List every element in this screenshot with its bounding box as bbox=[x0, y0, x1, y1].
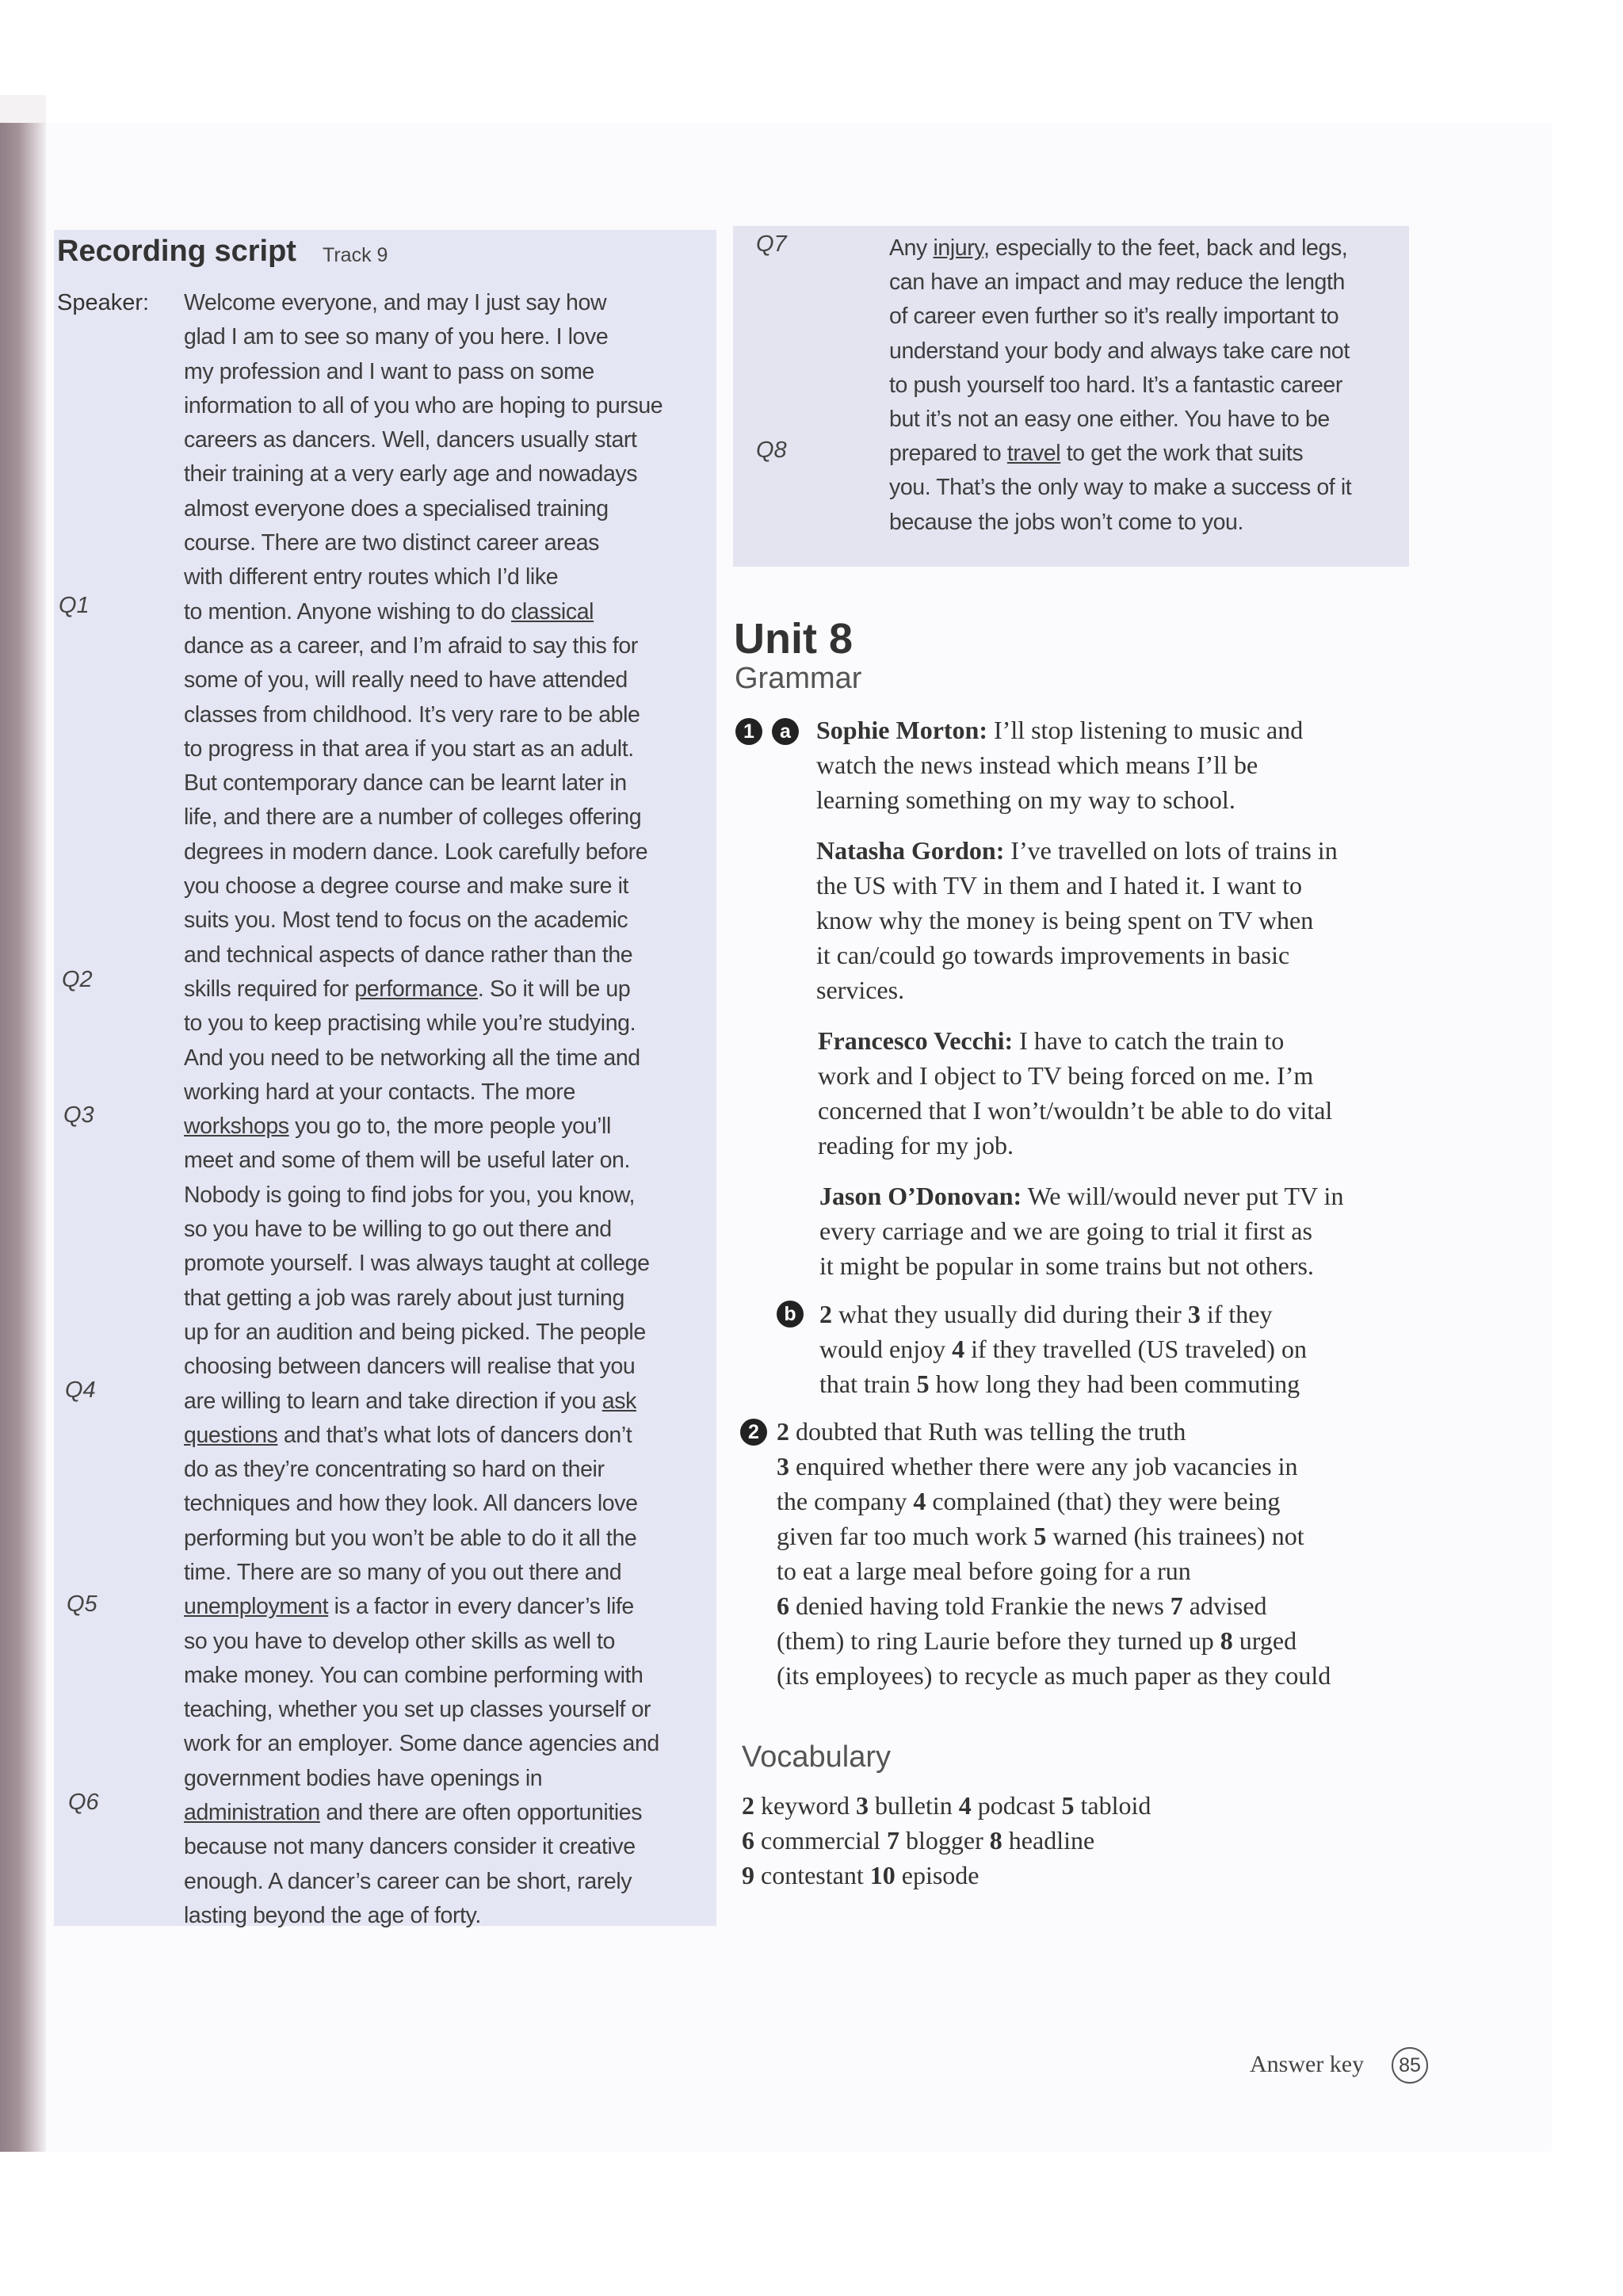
question-label-q6: Q6 bbox=[68, 1790, 99, 1815]
text-line: would enjoy 4 if they travelled (US traveled) on bbox=[819, 1335, 1307, 1363]
track-label: Track 9 bbox=[323, 244, 388, 266]
recording-script-text bbox=[184, 286, 707, 1933]
text-line: choosing between dancers will realise that you bbox=[184, 1354, 636, 1380]
text-line: techniques and how they look. All dancers love bbox=[184, 1491, 638, 1517]
text-line: almost everyone does a specialised training bbox=[184, 495, 609, 521]
recording-script-title: Recording script bbox=[57, 235, 296, 268]
text-line: Francesco Vecchi: I have to catch the train to bbox=[818, 1026, 1285, 1055]
text-line: But contemporary dance can be learnt later in bbox=[184, 770, 627, 797]
text-line: 2 doubted that Ruth was telling the truth bbox=[777, 1417, 1186, 1446]
question-label-q7: Q7 bbox=[756, 231, 787, 257]
text-line: (its employees) to recycle as much paper as they could bbox=[777, 1661, 1331, 1690]
exercise-1a-badge: a bbox=[772, 718, 799, 745]
question-label-q1: Q1 bbox=[59, 593, 90, 618]
text-line: to eat a large meal before going for a run bbox=[777, 1557, 1191, 1585]
text-line: 2 what they usually did during their 3 if they bbox=[819, 1300, 1273, 1328]
unit-title: Unit 8 bbox=[734, 615, 854, 663]
answer-jason-odonovan bbox=[819, 1179, 1343, 1283]
question-label-q5: Q5 bbox=[67, 1591, 97, 1617]
text-line: workshops you go to, the more people you’ll bbox=[184, 1114, 611, 1140]
text-line: 9 contestant 10 episode bbox=[742, 1861, 980, 1889]
text-line: Any injury, especially to the feet, back and legs, bbox=[889, 235, 1348, 261]
text-line: work and I object to TV being forced on me. I’m bbox=[818, 1061, 1314, 1090]
speaker-label: Speaker: bbox=[57, 290, 150, 315]
text-line: the company 4 complained (that) they were being bbox=[777, 1487, 1281, 1515]
question-label-q4: Q4 bbox=[65, 1377, 96, 1403]
text-line: 6 denied having told Frankie the news 7 advised bbox=[777, 1591, 1267, 1620]
text-line: every carriage and we are going to trial it first as bbox=[819, 1217, 1312, 1245]
text-line: watch the news instead which means I’ll be bbox=[816, 751, 1258, 779]
text-line: can have an impact and may reduce the length bbox=[889, 269, 1345, 296]
text-line: 3 enquired whether there were any job vacancies in bbox=[777, 1452, 1298, 1480]
text-line: you. That’s the only way to make a success of it bbox=[889, 475, 1352, 501]
text-line: of career even further so it’s really important to bbox=[889, 304, 1339, 330]
text-line: services. bbox=[816, 976, 905, 1004]
exercise-1-badge: 1 bbox=[735, 718, 762, 745]
book-spine-shadow bbox=[0, 123, 46, 2152]
text-line: course. There are two distinct career areas bbox=[184, 530, 600, 556]
exercise-2-answers bbox=[777, 1414, 1331, 1693]
text-line: Natasha Gordon: I’ve travelled on lots of trains in bbox=[816, 836, 1338, 865]
text-line: reading for my job. bbox=[818, 1131, 1014, 1159]
text-line: understand your body and always take care not bbox=[889, 338, 1350, 364]
exercise-2-badge: 2 bbox=[740, 1419, 767, 1446]
text-line: government bodies have openings in bbox=[184, 1765, 543, 1791]
text-line: meet and some of them will be useful later on. bbox=[184, 1148, 630, 1174]
vocabulary-heading: Vocabulary bbox=[742, 1740, 892, 1774]
text-line: up for an audition and being picked. The people bbox=[184, 1319, 646, 1345]
text-line: because not many dancers consider it creative bbox=[184, 1834, 636, 1860]
text-line: are willing to learn and take direction if you ask bbox=[184, 1388, 636, 1414]
text-line: 6 commercial 7 blogger 8 headline bbox=[742, 1826, 1095, 1855]
grammar-heading: Grammar bbox=[735, 662, 862, 695]
text-line: but it’s not an easy one either. You have to be bbox=[889, 406, 1330, 432]
text-line: Welcome everyone, and may I just say how bbox=[184, 290, 607, 315]
text-line: life, and there are a number of colleges offering bbox=[184, 804, 642, 831]
question-label-q8: Q8 bbox=[756, 437, 787, 463]
text-line: some of you, will really need to have attended bbox=[184, 667, 628, 693]
text-line: enough. A dancer’s career can be short, rarely bbox=[184, 1868, 632, 1894]
text-line: you choose a degree course and make sure it bbox=[184, 873, 629, 900]
text-line: glad I am to see so many of you here. I love bbox=[184, 324, 609, 350]
text-line: to you to keep practising while you’re studying. bbox=[184, 1010, 636, 1037]
text-line: learning something on my way to school. bbox=[816, 785, 1235, 814]
text-line: working hard at your contacts. The more bbox=[184, 1079, 575, 1105]
page-top-edge bbox=[0, 95, 46, 127]
text-line: prepared to travel to get the work that suits bbox=[889, 441, 1304, 467]
text-line: with different entry routes which I’d like bbox=[184, 564, 559, 590]
answer-key-label: Answer key bbox=[1250, 2051, 1365, 2077]
text-line: lasting beyond the age of forty. bbox=[184, 1902, 481, 1928]
text-line: to progress in that area if you start as an adult. bbox=[184, 735, 634, 762]
text-line: performing but you won’t be able to do it all the bbox=[184, 1525, 637, 1551]
text-line: degrees in modern dance. Look carefully before bbox=[184, 839, 648, 865]
answer-sophie-morton bbox=[816, 712, 1303, 817]
text-line: (them) to ring Laurie before they turned up 8 urged bbox=[777, 1626, 1297, 1655]
text-line: the US with TV in them and I hated it. I want to bbox=[816, 871, 1302, 900]
text-line: to mention. Anyone wishing to do classical bbox=[184, 598, 594, 625]
answer-francesco-vecchi bbox=[818, 1023, 1332, 1163]
exercise-1b-answers bbox=[819, 1297, 1307, 1401]
page-number: 85 bbox=[1392, 2047, 1428, 2084]
text-line: questions and that’s what lots of dancers don’t bbox=[184, 1422, 632, 1448]
text-line: that train 5 how long they had been commuting bbox=[819, 1370, 1300, 1398]
question-label-q3: Q3 bbox=[63, 1102, 94, 1128]
text-line: so you have to be willing to go out there and bbox=[184, 1217, 612, 1243]
text-line: dance as a career, and I’m afraid to say this for bbox=[184, 632, 638, 659]
text-line: suits you. Most tend to focus on the academic bbox=[184, 907, 628, 934]
exercise-1b-badge: b bbox=[777, 1301, 804, 1328]
text-line: And you need to be networking all the time and bbox=[184, 1045, 640, 1071]
text-line: classes from childhood. It’s very rare to be able bbox=[184, 701, 640, 728]
text-line: administration and there are often opportunities bbox=[184, 1800, 643, 1826]
vocabulary-answers bbox=[742, 1788, 1151, 1893]
text-line: Sophie Morton: I’ll stop listening to music and bbox=[816, 716, 1304, 744]
text-line: their training at a very early age and nowadays bbox=[184, 461, 638, 487]
text-line: my profession and I want to pass on some bbox=[184, 358, 594, 384]
text-line: unemployment is a factor in every dancer’s life bbox=[184, 1594, 634, 1620]
text-line: and technical aspects of dance rather than the bbox=[184, 942, 633, 968]
question-label-q2: Q2 bbox=[62, 967, 93, 992]
text-line: Nobody is going to find jobs for you, you know, bbox=[184, 1182, 635, 1208]
text-line: know why the money is being spent on TV when bbox=[816, 906, 1314, 934]
text-line: time. There are so many of you out there and bbox=[184, 1559, 622, 1585]
text-line: 2 keyword 3 bulletin 4 podcast 5 tabloid bbox=[742, 1791, 1151, 1820]
text-line: information to all of you who are hoping to pursue bbox=[184, 392, 663, 418]
text-line: promote yourself. I was always taught at college bbox=[184, 1251, 650, 1277]
text-line: it might be popular in some trains but not others. bbox=[819, 1251, 1314, 1280]
text-line: do as they’re concentrating so hard on their bbox=[184, 1457, 605, 1483]
recording-script-continued-text bbox=[889, 231, 1404, 540]
text-line: concerned that I won’t/wouldn’t be able to do vital bbox=[818, 1096, 1333, 1125]
text-line: it can/could go towards improvements in basic bbox=[816, 941, 1290, 969]
text-line: work for an employer. Some dance agencies and bbox=[184, 1731, 659, 1757]
text-line: teaching, whether you set up classes yourself or bbox=[184, 1697, 651, 1723]
text-line: so you have to develop other skills as well to bbox=[184, 1628, 615, 1654]
text-line: skills required for performance. So it will be up bbox=[184, 976, 631, 1002]
text-line: make money. You can combine performing with bbox=[184, 1662, 643, 1688]
text-line: given far too much work 5 warned (his trainees) not bbox=[777, 1522, 1304, 1550]
text-line: because the jobs won’t come to you. bbox=[889, 509, 1244, 535]
text-line: to push yourself too hard. It’s a fantastic career bbox=[889, 372, 1342, 398]
text-line: Jason O’Donovan: We will/would never put TV in bbox=[819, 1182, 1344, 1210]
text-line: that getting a job was rarely about just turning bbox=[184, 1285, 624, 1311]
text-line: careers as dancers. Well, dancers usually start bbox=[184, 427, 637, 453]
answer-natasha-gordon bbox=[816, 833, 1338, 1007]
